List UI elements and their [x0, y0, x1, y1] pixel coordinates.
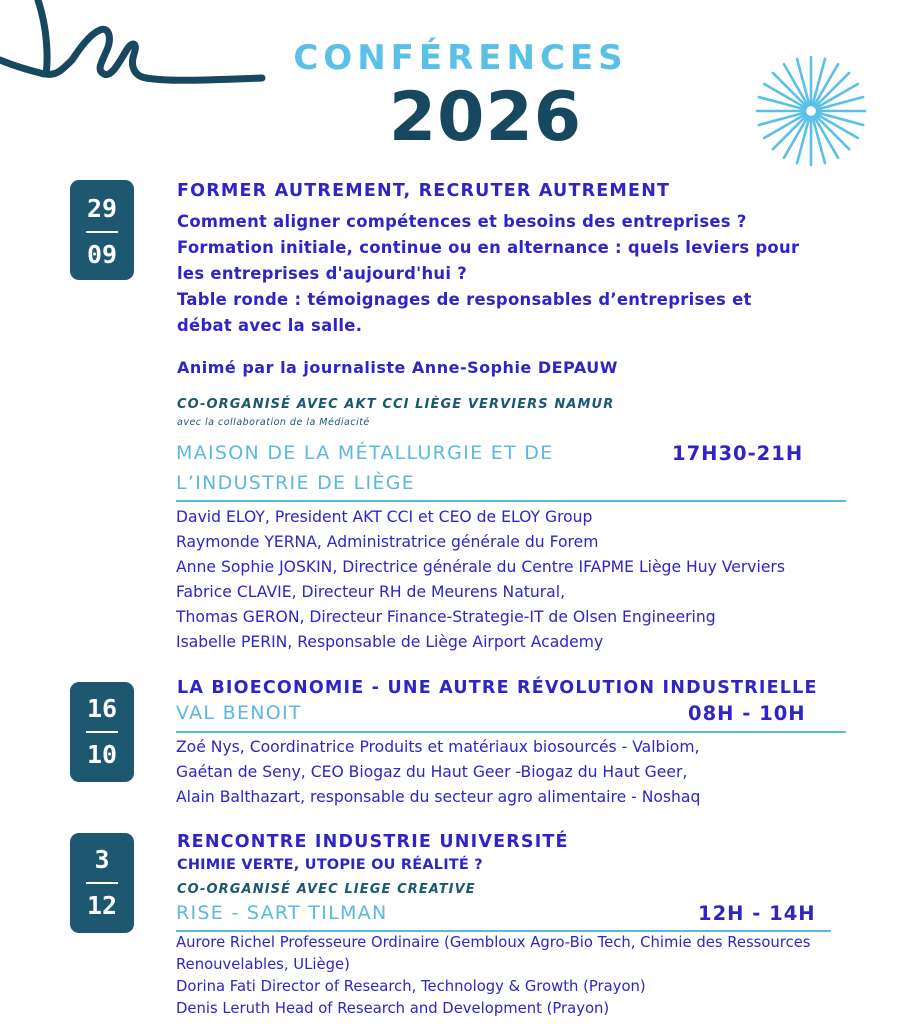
- event-venue: [176, 438, 554, 498]
- description-line: Formation initiale, continue ou en alternance : quels leviers pour: [177, 238, 800, 257]
- event-title: RENCONTRE INDUSTRIE UNIVERSITÉ: [177, 832, 569, 852]
- date-divider: [86, 731, 118, 733]
- collaboration-note: avec la collaboration de la Médiacité: [177, 417, 370, 428]
- date-day: 3: [94, 845, 110, 874]
- speaker-item: Aurore Richel Professeure Ordinaire (Gembloux Agro-Bio Tech, Chimie des Ressources: [176, 934, 811, 951]
- date-month: 09: [86, 240, 118, 269]
- speaker-item: Alain Balthazart, responsable du secteur agro alimentaire - Noshaq: [176, 788, 701, 806]
- event-time: 08H - 10H: [688, 702, 806, 725]
- event-time: 12H - 14H: [698, 902, 816, 925]
- date-day: 16: [86, 694, 118, 723]
- divider-line: [176, 500, 846, 502]
- speaker-item: Thomas GERON, Directeur Finance-Strategie-IT de Olsen Engineering: [176, 608, 716, 626]
- description-line: Table ronde : témoignages de responsables d’entreprises et: [177, 290, 752, 309]
- speaker-item: Raymonde YERNA, Administratrice générale du Forem: [176, 533, 599, 551]
- date-day: 29: [86, 194, 118, 223]
- date-divider: [86, 882, 118, 884]
- co-organizer: CO-ORGANISÉ AVEC AKT CCI LIÈGE VERVIERS NAMUR: [177, 397, 615, 412]
- speaker-item: Denis Leruth Head of Research and Development (Prayon): [176, 1000, 610, 1017]
- venue-line: MAISON DE LA MÉTALLURGIE ET DE: [176, 442, 554, 464]
- co-organizer: CO-ORGANISÉ AVEC LIEGE CREATIVE: [177, 882, 476, 897]
- speaker-item: Gaétan de Seny, CEO Biogaz du Haut Geer -Biogaz du Haut Geer,: [176, 763, 688, 781]
- date-divider: [86, 231, 118, 233]
- date-month: 10: [86, 740, 118, 769]
- description-line: Comment aligner compétences et besoins des entreprises ?: [177, 212, 747, 231]
- speaker-list: [176, 932, 811, 1020]
- event-title: LA BIOECONOMIE - UNE AUTRE RÉVOLUTION INDUSTRIELLE: [177, 678, 818, 698]
- speaker-item: Anne Sophie JOSKIN, Directrice générale du Centre IFAPME Liège Huy Verviers: [176, 558, 785, 576]
- event-subtitle: CHIMIE VERTE, UTOPIE OU RÉALITÉ ?: [177, 857, 483, 873]
- speaker-item: Renouvelables, ULiège): [176, 956, 350, 973]
- date-badge: [70, 833, 134, 933]
- description-line: les entreprises d'aujourd'hui ?: [177, 264, 468, 283]
- page-title: CONFÉRENCES: [293, 38, 628, 78]
- speaker-item: Isabelle PERIN, Responsable de Liège Airport Academy: [176, 633, 604, 651]
- speaker-item: Dorina Fati Director of Research, Technology & Growth (Prayon): [176, 978, 646, 995]
- page-year: 2026: [388, 78, 583, 157]
- speaker-list: [176, 505, 785, 655]
- speaker-item: David ELOY, President AKT CCI et CEO de ELOY Group: [176, 508, 593, 526]
- speaker-item: Fabrice CLAVIE, Directeur RH de Meurens Natural,: [176, 583, 566, 601]
- divider-line: [176, 731, 846, 733]
- speaker-list: [176, 735, 700, 810]
- event-venue: RISE - SART TILMAN: [176, 902, 388, 924]
- date-badge: [70, 682, 134, 782]
- event-moderator: Animé par la journaliste Anne-Sophie DEPAUW: [177, 358, 618, 377]
- description-line: débat avec la salle.: [177, 316, 363, 335]
- event-time: 17H30-21H: [672, 442, 804, 465]
- speaker-item: Zoé Nys, Coordinatrice Produits et matériaux biosourcés - Valbiom,: [176, 738, 700, 756]
- event-description: [177, 209, 799, 339]
- venue-line: L’INDUSTRIE DE LIÈGE: [176, 472, 416, 494]
- event-venue: VAL BENOIT: [176, 702, 302, 724]
- event-title: FORMER AUTREMENT, RECRUTER AUTREMENT: [177, 181, 671, 201]
- date-badge: [70, 180, 134, 280]
- date-month: 12: [86, 891, 118, 920]
